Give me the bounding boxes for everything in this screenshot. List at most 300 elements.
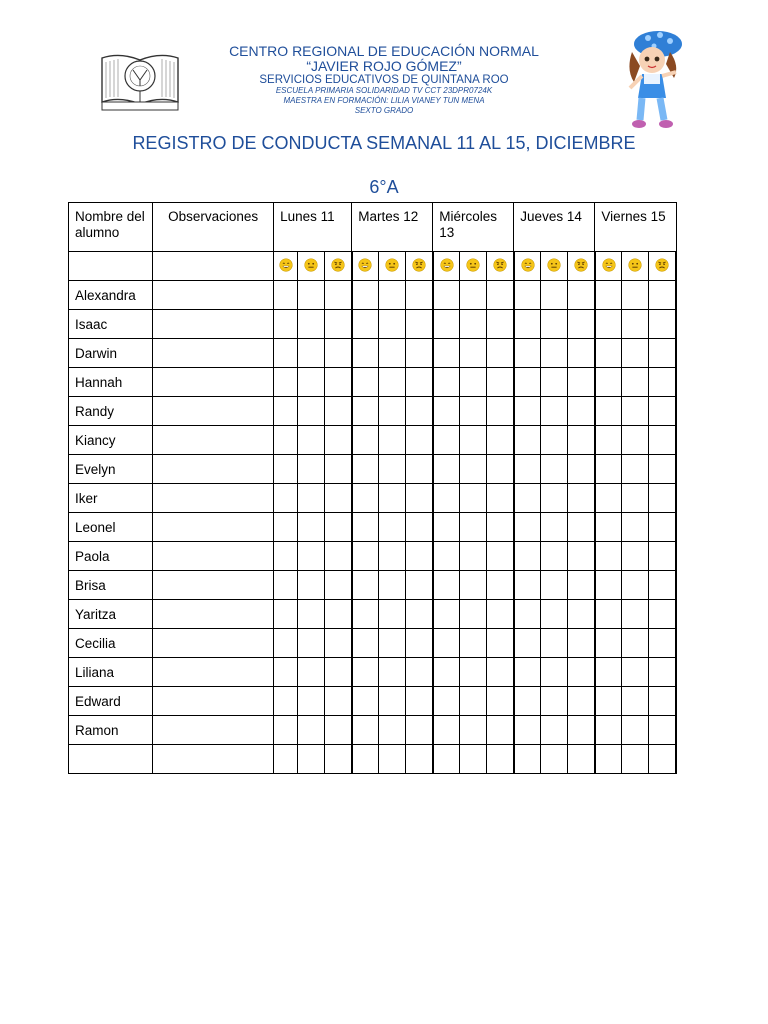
conduct-mark-cell[interactable] <box>649 310 676 339</box>
student-row <box>69 600 677 629</box>
conduct-mark-cell[interactable] <box>568 629 595 658</box>
student-name: Evelyn <box>69 455 153 484</box>
conduct-mark-cell[interactable] <box>325 600 352 629</box>
conduct-mark-cell[interactable] <box>406 310 433 339</box>
observations-cell[interactable] <box>153 629 274 658</box>
conduct-mark-cell[interactable] <box>514 658 541 687</box>
conduct-mark-cell[interactable] <box>622 571 649 600</box>
conduct-mark-cell[interactable] <box>406 542 433 571</box>
conduct-mark-cell[interactable] <box>298 687 325 716</box>
student-row <box>69 455 677 484</box>
conduct-mark-cell[interactable] <box>379 600 406 629</box>
student-row <box>69 397 677 426</box>
student-name: Edward <box>69 687 153 716</box>
conduct-mark-cell[interactable] <box>622 426 649 455</box>
conduct-mark-cell[interactable] <box>274 281 298 310</box>
student-row <box>69 687 677 716</box>
conduct-mark-cell[interactable] <box>460 629 487 658</box>
conduct-mark-cell[interactable] <box>649 339 676 368</box>
observations-cell[interactable] <box>153 687 274 716</box>
conduct-mark-cell[interactable] <box>541 600 568 629</box>
conduct-mark-cell[interactable] <box>406 600 433 629</box>
conduct-mark-cell[interactable] <box>274 658 298 687</box>
conduct-mark-cell[interactable] <box>514 310 541 339</box>
student-name: Leonel <box>69 513 153 542</box>
conduct-mark-cell[interactable] <box>514 716 541 745</box>
conduct-mark-cell[interactable] <box>460 426 487 455</box>
conduct-mark-cell[interactable] <box>274 600 298 629</box>
conduct-mark-cell[interactable] <box>541 455 568 484</box>
conduct-mark-cell[interactable] <box>379 339 406 368</box>
conduct-mark-cell[interactable] <box>298 745 325 774</box>
conduct-mark-cell[interactable] <box>487 658 514 687</box>
observations-cell[interactable] <box>153 658 274 687</box>
conduct-mark-cell[interactable] <box>379 484 406 513</box>
conduct-mark-cell[interactable] <box>433 484 460 513</box>
conduct-mark-cell[interactable] <box>649 629 676 658</box>
conduct-mark-cell[interactable] <box>274 426 298 455</box>
conduct-mark-cell[interactable] <box>487 513 514 542</box>
conduct-mark-cell[interactable] <box>541 368 568 397</box>
conduct-mark-cell[interactable] <box>406 513 433 542</box>
conduct-mark-cell[interactable] <box>541 310 568 339</box>
conduct-mark-cell[interactable] <box>406 571 433 600</box>
angry-face-icon <box>487 252 514 281</box>
conduct-mark-cell[interactable] <box>352 455 379 484</box>
student-row <box>69 571 677 600</box>
conduct-mark-cell[interactable] <box>622 600 649 629</box>
conduct-mark-cell[interactable] <box>352 571 379 600</box>
conduct-mark-cell[interactable] <box>541 542 568 571</box>
conduct-mark-cell[interactable] <box>460 513 487 542</box>
conduct-mark-cell[interactable] <box>622 658 649 687</box>
conduct-mark-cell[interactable] <box>487 368 514 397</box>
conduct-mark-cell[interactable] <box>487 600 514 629</box>
conduct-mark-cell[interactable] <box>568 658 595 687</box>
conduct-mark-cell[interactable] <box>568 281 595 310</box>
conduct-mark-cell[interactable] <box>649 542 676 571</box>
conduct-mark-cell[interactable] <box>460 542 487 571</box>
conduct-mark-cell[interactable] <box>514 281 541 310</box>
conduct-mark-cell[interactable] <box>622 368 649 397</box>
student-name: Iker <box>69 484 153 513</box>
conduct-mark-cell[interactable] <box>541 629 568 658</box>
student-row <box>69 513 677 542</box>
conduct-mark-cell[interactable] <box>460 368 487 397</box>
conduct-mark-cell[interactable] <box>595 629 622 658</box>
conduct-mark-cell[interactable] <box>595 716 622 745</box>
student-row <box>69 310 677 339</box>
conduct-mark-cell[interactable] <box>595 310 622 339</box>
conduct-mark-cell[interactable] <box>649 281 676 310</box>
conduct-mark-cell[interactable] <box>406 658 433 687</box>
conduct-mark-cell[interactable] <box>460 339 487 368</box>
conduct-mark-cell[interactable] <box>541 513 568 542</box>
observations-cell[interactable] <box>153 513 274 542</box>
conduct-mark-cell[interactable] <box>325 455 352 484</box>
conduct-mark-cell[interactable] <box>649 745 676 774</box>
conduct-mark-cell[interactable] <box>325 397 352 426</box>
conduct-mark-cell[interactable] <box>595 513 622 542</box>
conduct-mark-cell[interactable] <box>487 629 514 658</box>
conduct-mark-cell[interactable] <box>514 397 541 426</box>
conduct-mark-cell[interactable] <box>325 281 352 310</box>
conduct-mark-cell[interactable] <box>352 716 379 745</box>
conduct-mark-cell[interactable] <box>352 426 379 455</box>
observations-cell[interactable] <box>153 455 274 484</box>
conduct-mark-cell[interactable] <box>379 455 406 484</box>
conduct-mark-cell[interactable] <box>325 687 352 716</box>
conduct-mark-cell[interactable] <box>541 281 568 310</box>
conduct-mark-cell[interactable] <box>487 397 514 426</box>
conduct-mark-cell[interactable] <box>541 484 568 513</box>
conduct-mark-cell[interactable] <box>514 455 541 484</box>
conduct-mark-cell[interactable] <box>379 745 406 774</box>
conduct-mark-cell[interactable] <box>433 310 460 339</box>
conduct-mark-cell[interactable] <box>487 426 514 455</box>
conduct-mark-cell[interactable] <box>433 397 460 426</box>
conduct-mark-cell[interactable] <box>487 716 514 745</box>
conduct-mark-cell[interactable] <box>595 281 622 310</box>
conduct-mark-cell[interactable] <box>514 484 541 513</box>
observations-cell[interactable] <box>153 397 274 426</box>
conduct-mark-cell[interactable] <box>433 281 460 310</box>
conduct-mark-cell[interactable] <box>274 571 298 600</box>
student-name: Liliana <box>69 658 153 687</box>
conduct-mark-cell[interactable] <box>514 745 541 774</box>
conduct-mark-cell[interactable] <box>274 455 298 484</box>
conduct-mark-cell[interactable] <box>460 397 487 426</box>
conduct-mark-cell[interactable] <box>460 484 487 513</box>
observations-cell[interactable] <box>153 310 274 339</box>
conduct-mark-cell[interactable] <box>433 426 460 455</box>
conduct-mark-cell[interactable] <box>622 629 649 658</box>
conduct-mark-cell[interactable] <box>568 484 595 513</box>
conduct-mark-cell[interactable] <box>274 745 298 774</box>
observations-cell[interactable] <box>153 281 274 310</box>
conduct-mark-cell[interactable] <box>649 368 676 397</box>
grade-label: SEXTO GRADO <box>354 106 414 115</box>
conduct-mark-cell[interactable] <box>274 484 298 513</box>
conduct-mark-cell[interactable] <box>298 484 325 513</box>
conduct-mark-cell[interactable] <box>649 687 676 716</box>
conduct-mark-cell[interactable] <box>460 687 487 716</box>
conduct-mark-cell[interactable] <box>649 600 676 629</box>
conduct-mark-cell[interactable] <box>460 281 487 310</box>
conduct-mark-cell[interactable] <box>649 658 676 687</box>
conduct-mark-cell[interactable] <box>568 310 595 339</box>
observations-cell[interactable] <box>153 600 274 629</box>
conduct-mark-cell[interactable] <box>325 426 352 455</box>
conduct-mark-cell[interactable] <box>352 658 379 687</box>
conduct-mark-cell[interactable] <box>460 571 487 600</box>
conduct-mark-cell[interactable] <box>325 542 352 571</box>
conduct-mark-cell[interactable] <box>595 571 622 600</box>
conduct-mark-cell[interactable] <box>487 542 514 571</box>
neutral-face-icon <box>379 252 406 281</box>
conduct-mark-cell[interactable] <box>352 310 379 339</box>
conduct-mark-cell[interactable] <box>433 600 460 629</box>
conduct-mark-cell[interactable] <box>568 687 595 716</box>
conduct-mark-cell[interactable] <box>541 745 568 774</box>
conduct-mark-cell[interactable] <box>352 339 379 368</box>
conduct-mark-cell[interactable] <box>298 310 325 339</box>
conduct-mark-cell[interactable] <box>406 339 433 368</box>
conduct-mark-cell[interactable] <box>649 397 676 426</box>
student-name <box>69 745 153 774</box>
conduct-mark-cell[interactable] <box>487 571 514 600</box>
conduct-mark-cell[interactable] <box>487 455 514 484</box>
conduct-mark-cell[interactable] <box>649 513 676 542</box>
conduct-mark-cell[interactable] <box>514 426 541 455</box>
conduct-mark-cell[interactable] <box>406 629 433 658</box>
conduct-mark-cell[interactable] <box>514 687 541 716</box>
conduct-mark-cell[interactable] <box>433 368 460 397</box>
student-row <box>69 745 677 774</box>
conduct-mark-cell[interactable] <box>325 571 352 600</box>
conduct-mark-cell[interactable] <box>406 281 433 310</box>
conduct-mark-cell[interactable] <box>298 426 325 455</box>
conduct-mark-cell[interactable] <box>460 658 487 687</box>
conduct-mark-cell[interactable] <box>487 281 514 310</box>
conduct-mark-cell[interactable] <box>622 455 649 484</box>
conduct-mark-cell[interactable] <box>379 542 406 571</box>
student-row <box>69 484 677 513</box>
conduct-mark-cell[interactable] <box>406 716 433 745</box>
conduct-mark-cell[interactable] <box>379 571 406 600</box>
conduct-mark-cell[interactable] <box>595 542 622 571</box>
conduct-mark-cell[interactable] <box>595 484 622 513</box>
conduct-mark-cell[interactable] <box>568 745 595 774</box>
conduct-mark-cell[interactable] <box>622 339 649 368</box>
student-name: Kiancy <box>69 426 153 455</box>
conduct-mark-cell[interactable] <box>379 368 406 397</box>
conduct-mark-cell[interactable] <box>406 455 433 484</box>
conduct-mark-cell[interactable] <box>595 368 622 397</box>
conduct-mark-cell[interactable] <box>325 629 352 658</box>
conduct-mark-cell[interactable] <box>568 339 595 368</box>
conduct-mark-cell[interactable] <box>487 687 514 716</box>
conduct-mark-cell[interactable] <box>406 687 433 716</box>
services-name: SERVICIOS EDUCATIVOS DE QUINTANA ROO <box>259 74 509 86</box>
conduct-mark-cell[interactable] <box>379 716 406 745</box>
conduct-mark-cell[interactable] <box>568 542 595 571</box>
conduct-mark-cell[interactable] <box>649 716 676 745</box>
conduct-mark-cell[interactable] <box>298 571 325 600</box>
conduct-mark-cell[interactable] <box>541 397 568 426</box>
observations-cell[interactable] <box>153 745 274 774</box>
conduct-mark-cell[interactable] <box>622 687 649 716</box>
conduct-mark-cell[interactable] <box>406 484 433 513</box>
conduct-mark-cell[interactable] <box>460 455 487 484</box>
conduct-mark-cell[interactable] <box>568 368 595 397</box>
conduct-mark-cell[interactable] <box>433 455 460 484</box>
conduct-mark-cell[interactable] <box>649 426 676 455</box>
conduct-mark-cell[interactable] <box>622 281 649 310</box>
conduct-mark-cell[interactable] <box>649 484 676 513</box>
conduct-mark-cell[interactable] <box>298 368 325 397</box>
conduct-mark-cell[interactable] <box>274 513 298 542</box>
conduct-mark-cell[interactable] <box>595 658 622 687</box>
observations-cell[interactable] <box>153 484 274 513</box>
conduct-mark-cell[interactable] <box>433 716 460 745</box>
conduct-mark-cell[interactable] <box>514 339 541 368</box>
conduct-mark-cell[interactable] <box>568 513 595 542</box>
conduct-mark-cell[interactable] <box>274 310 298 339</box>
conduct-mark-cell[interactable] <box>325 310 352 339</box>
conduct-mark-cell[interactable] <box>325 658 352 687</box>
conduct-mark-cell[interactable] <box>433 745 460 774</box>
conduct-mark-cell[interactable] <box>514 542 541 571</box>
conduct-mark-cell[interactable] <box>352 368 379 397</box>
conduct-mark-cell[interactable] <box>298 513 325 542</box>
conduct-mark-cell[interactable] <box>433 513 460 542</box>
conduct-mark-cell[interactable] <box>298 542 325 571</box>
conduct-mark-cell[interactable] <box>541 571 568 600</box>
conduct-mark-cell[interactable] <box>433 339 460 368</box>
conduct-mark-cell[interactable] <box>433 571 460 600</box>
conduct-mark-cell[interactable] <box>568 397 595 426</box>
conduct-mark-cell[interactable] <box>298 339 325 368</box>
conduct-mark-cell[interactable] <box>298 658 325 687</box>
conduct-mark-cell[interactable] <box>406 426 433 455</box>
conduct-mark-cell[interactable] <box>649 571 676 600</box>
conduct-mark-cell[interactable] <box>595 397 622 426</box>
conduct-mark-cell[interactable] <box>487 745 514 774</box>
conduct-mark-cell[interactable] <box>274 542 298 571</box>
student-name: Randy <box>69 397 153 426</box>
conduct-mark-cell[interactable] <box>568 600 595 629</box>
conduct-mark-cell[interactable] <box>298 600 325 629</box>
observations-cell[interactable] <box>153 542 274 571</box>
conduct-mark-cell[interactable] <box>595 745 622 774</box>
neutral-face-icon <box>298 252 325 281</box>
conduct-mark-cell[interactable] <box>568 571 595 600</box>
conduct-mark-cell[interactable] <box>379 658 406 687</box>
conduct-mark-cell[interactable] <box>541 658 568 687</box>
conduct-mark-cell[interactable] <box>352 745 379 774</box>
conduct-mark-cell[interactable] <box>622 513 649 542</box>
conduct-mark-cell[interactable] <box>352 542 379 571</box>
conduct-mark-cell[interactable] <box>406 368 433 397</box>
conduct-mark-cell[interactable] <box>352 629 379 658</box>
conduct-mark-cell[interactable] <box>325 368 352 397</box>
conduct-mark-cell[interactable] <box>568 426 595 455</box>
conduct-mark-cell[interactable] <box>379 426 406 455</box>
angry-face-icon <box>406 252 433 281</box>
conduct-mark-cell[interactable] <box>622 542 649 571</box>
conduct-mark-cell[interactable] <box>568 455 595 484</box>
conduct-mark-cell[interactable] <box>352 513 379 542</box>
conduct-mark-cell[interactable] <box>379 397 406 426</box>
conduct-mark-cell[interactable] <box>595 687 622 716</box>
conduct-mark-cell[interactable] <box>274 687 298 716</box>
group-label: 6°A <box>369 177 399 197</box>
conduct-mark-cell[interactable] <box>487 310 514 339</box>
conduct-mark-cell[interactable] <box>514 629 541 658</box>
conduct-mark-cell[interactable] <box>325 484 352 513</box>
conduct-mark-cell[interactable] <box>352 687 379 716</box>
conduct-mark-cell[interactable] <box>379 310 406 339</box>
grinning-face-icon <box>595 252 622 281</box>
conduct-mark-cell[interactable] <box>352 600 379 629</box>
conduct-mark-cell[interactable] <box>514 513 541 542</box>
observations-cell[interactable] <box>153 716 274 745</box>
conduct-mark-cell[interactable] <box>298 397 325 426</box>
conduct-mark-cell[interactable] <box>433 629 460 658</box>
conduct-mark-cell[interactable] <box>379 281 406 310</box>
conduct-mark-cell[interactable] <box>298 281 325 310</box>
conduct-mark-cell[interactable] <box>649 455 676 484</box>
student-row <box>69 716 677 745</box>
conduct-mark-cell[interactable] <box>487 339 514 368</box>
conduct-mark-cell[interactable] <box>514 571 541 600</box>
conduct-mark-cell[interactable] <box>514 600 541 629</box>
conduct-mark-cell[interactable] <box>274 339 298 368</box>
conduct-mark-cell[interactable] <box>433 542 460 571</box>
conduct-mark-cell[interactable] <box>595 339 622 368</box>
conduct-mark-cell[interactable] <box>352 484 379 513</box>
conduct-mark-cell[interactable] <box>298 629 325 658</box>
conduct-mark-cell[interactable] <box>325 745 352 774</box>
observations-cell[interactable] <box>153 426 274 455</box>
conduct-mark-cell[interactable] <box>595 426 622 455</box>
conduct-mark-cell[interactable] <box>406 745 433 774</box>
conduct-mark-cell[interactable] <box>274 629 298 658</box>
conduct-mark-cell[interactable] <box>460 310 487 339</box>
conduct-mark-cell[interactable] <box>433 687 460 716</box>
conduct-mark-cell[interactable] <box>487 484 514 513</box>
conduct-mark-cell[interactable] <box>541 339 568 368</box>
conduct-mark-cell[interactable] <box>274 397 298 426</box>
conduct-mark-cell[interactable] <box>325 339 352 368</box>
conduct-mark-cell[interactable] <box>379 513 406 542</box>
conduct-mark-cell[interactable] <box>379 687 406 716</box>
conduct-mark-cell[interactable] <box>622 716 649 745</box>
conduct-mark-cell[interactable] <box>460 600 487 629</box>
conduct-mark-cell[interactable] <box>622 484 649 513</box>
conduct-mark-cell[interactable] <box>352 281 379 310</box>
conduct-mark-cell[interactable] <box>541 716 568 745</box>
conduct-mark-cell[interactable] <box>541 426 568 455</box>
conduct-mark-cell[interactable] <box>298 455 325 484</box>
conduct-mark-cell[interactable] <box>298 716 325 745</box>
observations-cell[interactable] <box>153 571 274 600</box>
observations-cell[interactable] <box>153 368 274 397</box>
conduct-mark-cell[interactable] <box>406 397 433 426</box>
conduct-mark-cell[interactable] <box>325 513 352 542</box>
conduct-mark-cell[interactable] <box>379 629 406 658</box>
conduct-mark-cell[interactable] <box>460 716 487 745</box>
neutral-face-icon <box>460 252 487 281</box>
conduct-mark-cell[interactable] <box>541 687 568 716</box>
conduct-mark-cell[interactable] <box>352 397 379 426</box>
conduct-mark-cell[interactable] <box>622 397 649 426</box>
conduct-mark-cell[interactable] <box>274 716 298 745</box>
conduct-mark-cell[interactable] <box>514 368 541 397</box>
conduct-mark-cell[interactable] <box>568 716 595 745</box>
conduct-mark-cell[interactable] <box>622 745 649 774</box>
conduct-mark-cell[interactable] <box>595 455 622 484</box>
conduct-mark-cell[interactable] <box>622 310 649 339</box>
conduct-mark-cell[interactable] <box>433 658 460 687</box>
conduct-mark-cell[interactable] <box>325 716 352 745</box>
conduct-mark-cell[interactable] <box>274 368 298 397</box>
conduct-mark-cell[interactable] <box>595 600 622 629</box>
empty-cell <box>69 252 153 281</box>
observations-cell[interactable] <box>153 339 274 368</box>
conduct-mark-cell[interactable] <box>460 745 487 774</box>
